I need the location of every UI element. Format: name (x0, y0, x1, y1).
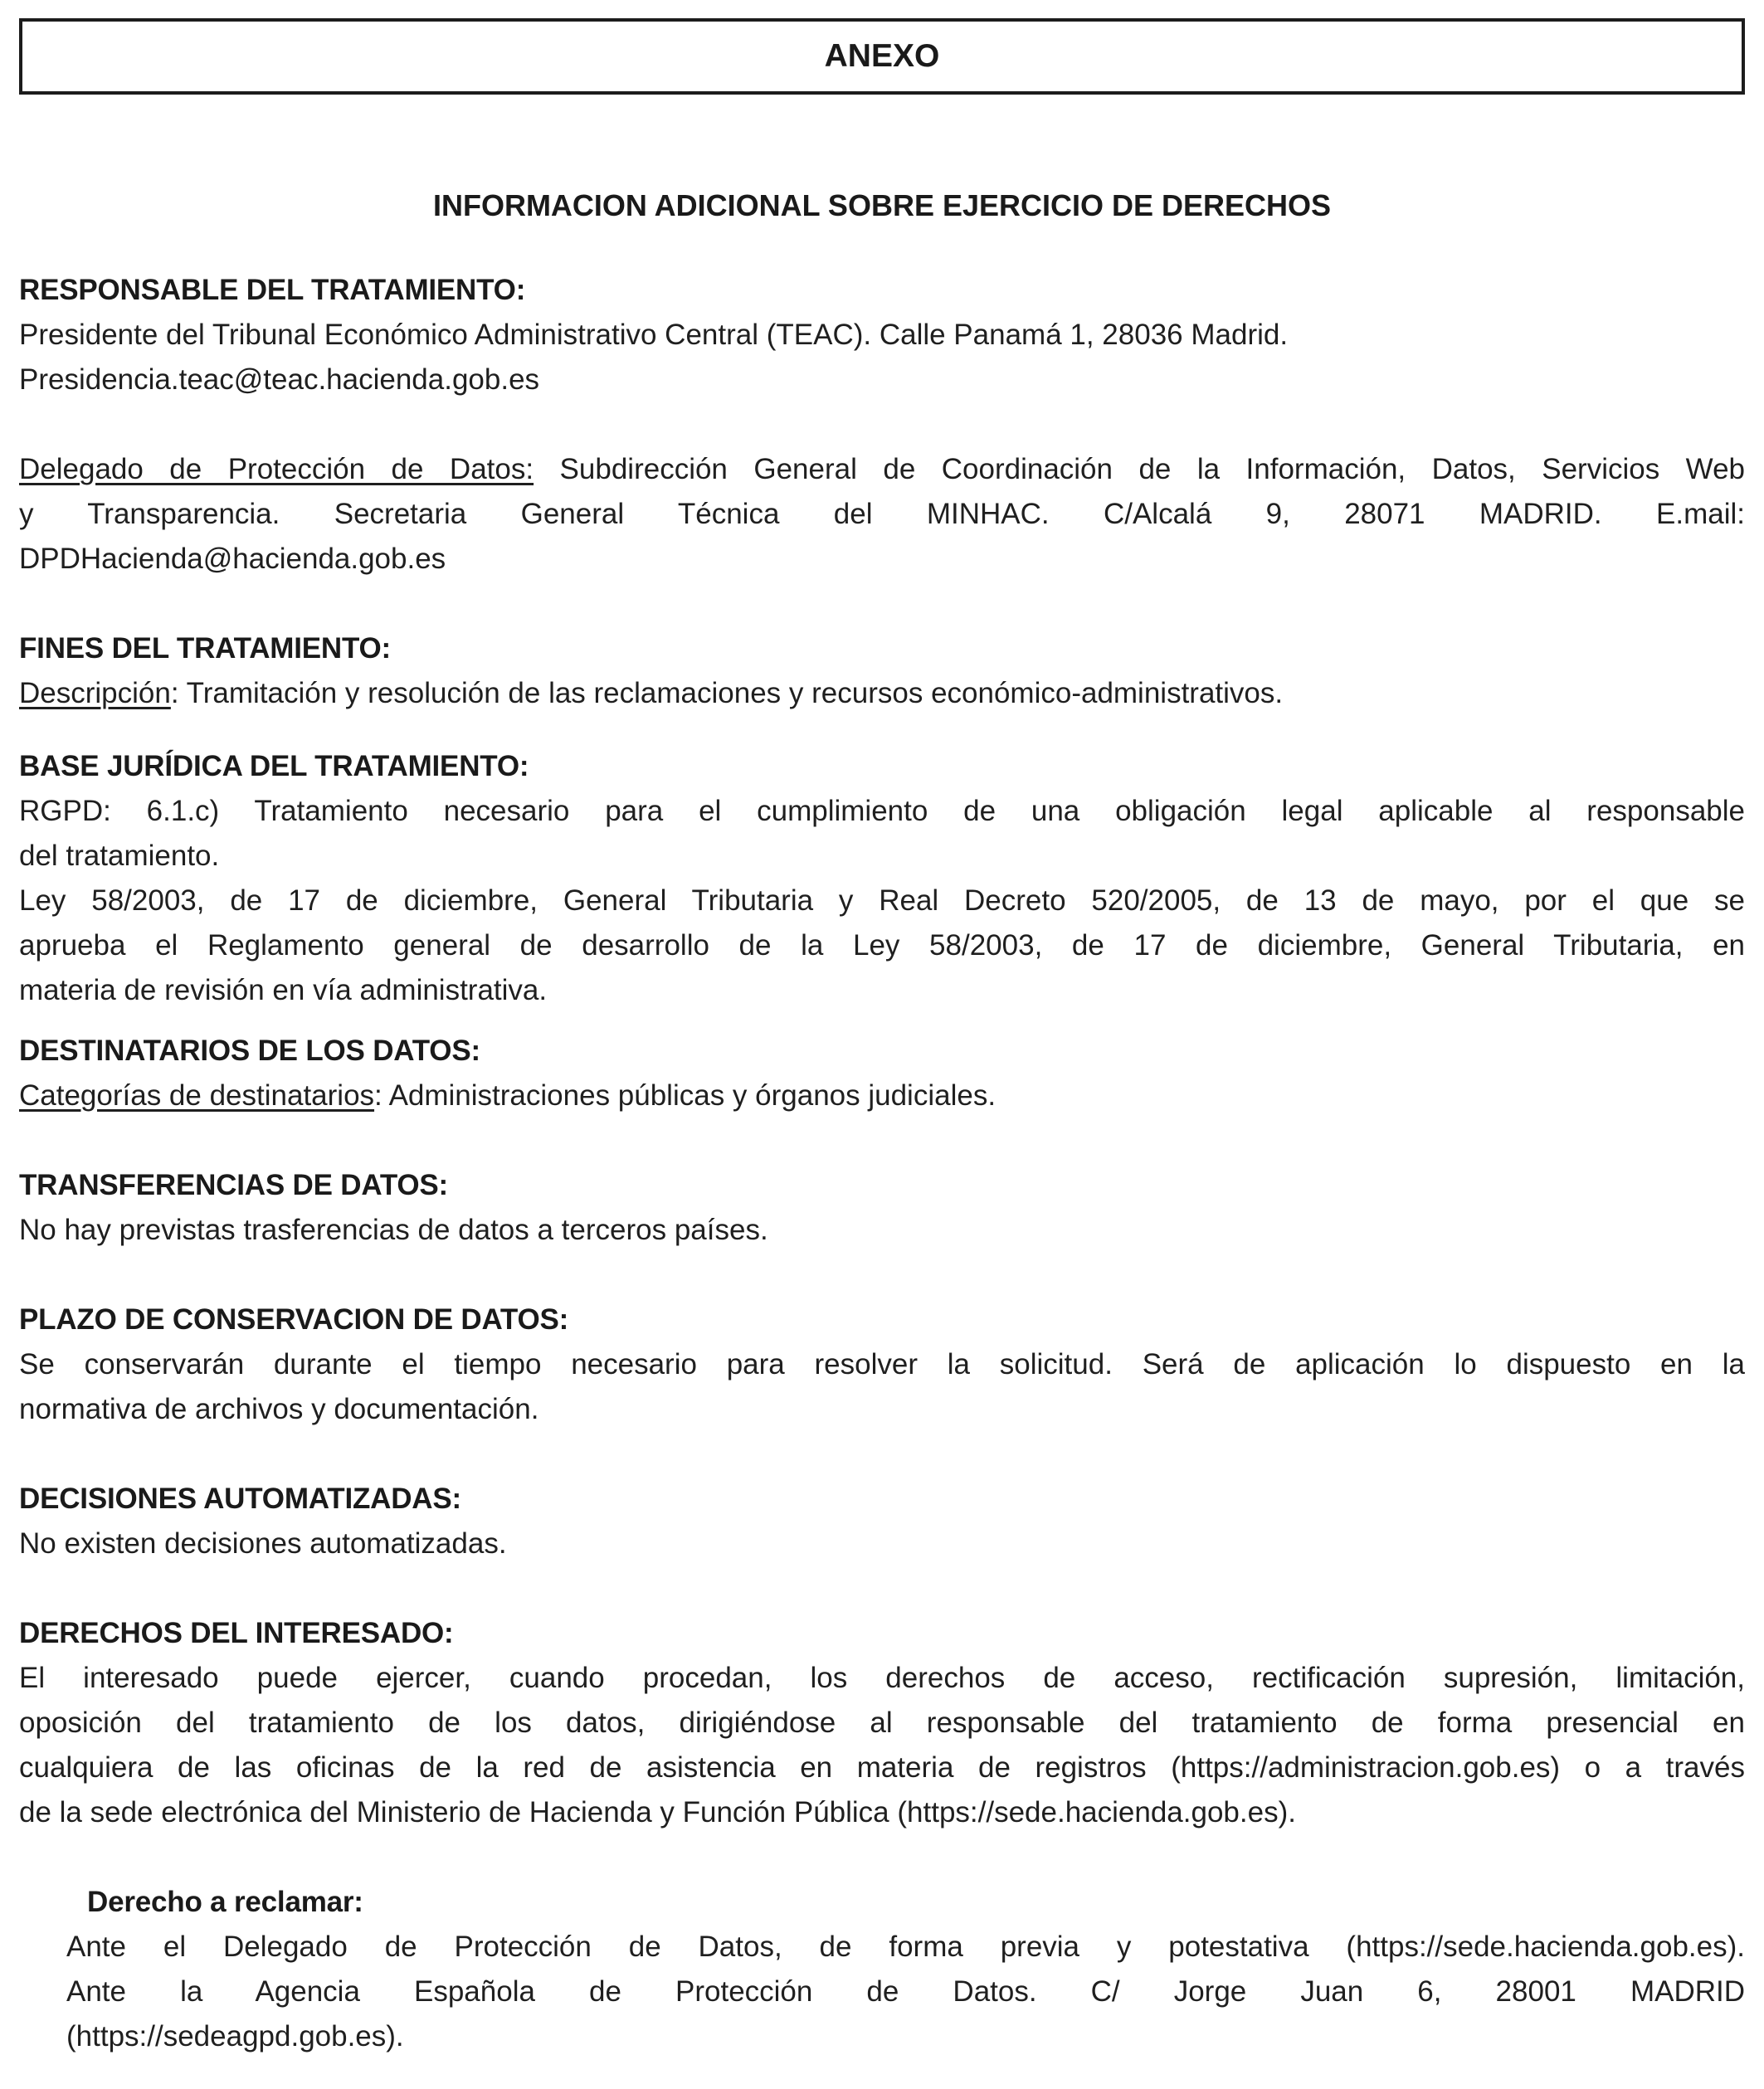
underlined-lead-delegado: Delegado de Protección de Datos: (19, 453, 534, 485)
email-line: Presidencia.teac@teac.hacienda.gob.es (19, 363, 540, 396)
paragraph-line: aprueba el Reglamento general de desarrollo de la Ley 58/2003, de 17 de diciembre, General Tributaria, en (19, 929, 1745, 962)
paragraph-line: oposición del tratamiento de los datos, dirigiéndose al responsable del tratamiento de forma presencial en (19, 1707, 1745, 1739)
section-heading-destinatarios: DESTINATARIOS DE LOS DATOS: (19, 1035, 480, 1067)
email-line: DPDHacienda@hacienda.gob.es (19, 543, 446, 575)
underlined-lead-descripcion: Descripción (19, 677, 171, 709)
line-text: : Tramitación y resolución de las reclamaciones y recursos económico-administrativos. (170, 677, 1284, 709)
section-heading-transferencias: TRANSFERENCIAS DE DATOS: (19, 1169, 448, 1201)
section-derechos (19, 1611, 1745, 1835)
section-destinatarios (19, 1029, 1745, 1118)
paragraph-line: Ante la Agencia Española de Protección de Datos. C/ Jorge Juan 6, 28001 MADRID (66, 1975, 1745, 2008)
section-plazo (19, 1298, 1745, 1432)
section-heading-plazo: PLAZO DE CONSERVACION DE DATOS: (19, 1303, 569, 1336)
paragraph-line: normativa de archivos y documentación. (19, 1393, 539, 1425)
paragraph-line: cualquiera de las oficinas de la red de asistencia en materia de registros (https://administracion.gob.es) o a través (19, 1751, 1745, 1784)
paragraph-line (19, 671, 1745, 716)
section-responsable (19, 268, 1745, 402)
paragraph-line: Ante el Delegado de Protección de Datos, de forma previa y potestativa (https://sede.hacienda.gob.es). (66, 1931, 1745, 1963)
annex-label: ANEXO (824, 38, 940, 74)
annex-header-box (19, 18, 1745, 95)
paragraph-line: y Transparencia. Secretaria General Técnica del MINHAC. C/Alcalá 9, 28071 MADRID. E.mail: (19, 498, 1745, 530)
paragraph-line: El interesado puede ejercer, cuando procedan, los derechos de acceso, rectificación supresión, limitación, (19, 1662, 1745, 1694)
section-heading-fines: FINES DEL TRATAMIENTO: (19, 632, 392, 665)
line-text: : Administraciones públicas y órganos judiciales. (374, 1079, 997, 1112)
document-title: INFORMACION ADICIONAL SOBRE EJERCICIO DE DERECHOS (432, 188, 1332, 222)
paragraph-line: del tratamiento. (19, 840, 220, 872)
section-fines (19, 626, 1745, 716)
paragraph-line: RGPD: 6.1.c) Tratamiento necesario para el cumplimiento de una obligación legal aplicable al responsable (19, 795, 1745, 827)
paragraph-line: No existen decisiones automatizadas. (19, 1527, 507, 1560)
section-base-juridica (19, 744, 1745, 1013)
section-transferencias (19, 1163, 1745, 1253)
section-decisiones (19, 1477, 1745, 1566)
section-heading-responsable: RESPONSABLE DEL TRATAMIENTO: (19, 274, 526, 306)
paragraph-line (19, 447, 1745, 492)
paragraph-line: materia de revisión en vía administrativa. (19, 974, 548, 1006)
section-heading-decisiones: DECISIONES AUTOMATIZADAS: (19, 1483, 461, 1515)
paragraph-line (19, 1074, 1745, 1118)
paragraph-line: No hay previstas trasferencias de datos a terceros países. (19, 1214, 768, 1246)
section-derecho-a-reclamar (19, 1880, 1745, 2059)
section-delegado (19, 447, 1745, 582)
line-text: Subdirección General de Coordinación de la Información, Datos, Servicios Web (534, 453, 1746, 485)
paragraph-line: Ley 58/2003, de 17 de diciembre, General Tributaria y Real Decreto 520/2005, de 13 de mayo, por el que se (19, 884, 1745, 917)
paragraph-line: (https://sedeagpd.gob.es). (66, 2020, 404, 2052)
subheading-derecho-a-reclamar: Derecho a reclamar: (87, 1886, 363, 1918)
paragraph-line: Se conservarán durante el tiempo necesario para resolver la solicitud. Será de aplicación lo dispuesto en la (19, 1348, 1745, 1380)
section-heading-base-juridica: BASE JURÍDICA DEL TRATAMIENTO: (19, 750, 529, 782)
section-heading-derechos: DERECHOS DEL INTERESADO: (19, 1617, 454, 1649)
paragraph-line: de la sede electrónica del Ministerio de Hacienda y Función Pública (https://sede.hacienda.gob.es). (19, 1796, 1296, 1828)
paragraph-line: Presidente del Tribunal Económico Administrativo Central (TEAC). Calle Panamá 1, 28036 Madrid. (19, 319, 1289, 351)
underlined-lead-categorias: Categorías de destinatarios (19, 1079, 375, 1112)
